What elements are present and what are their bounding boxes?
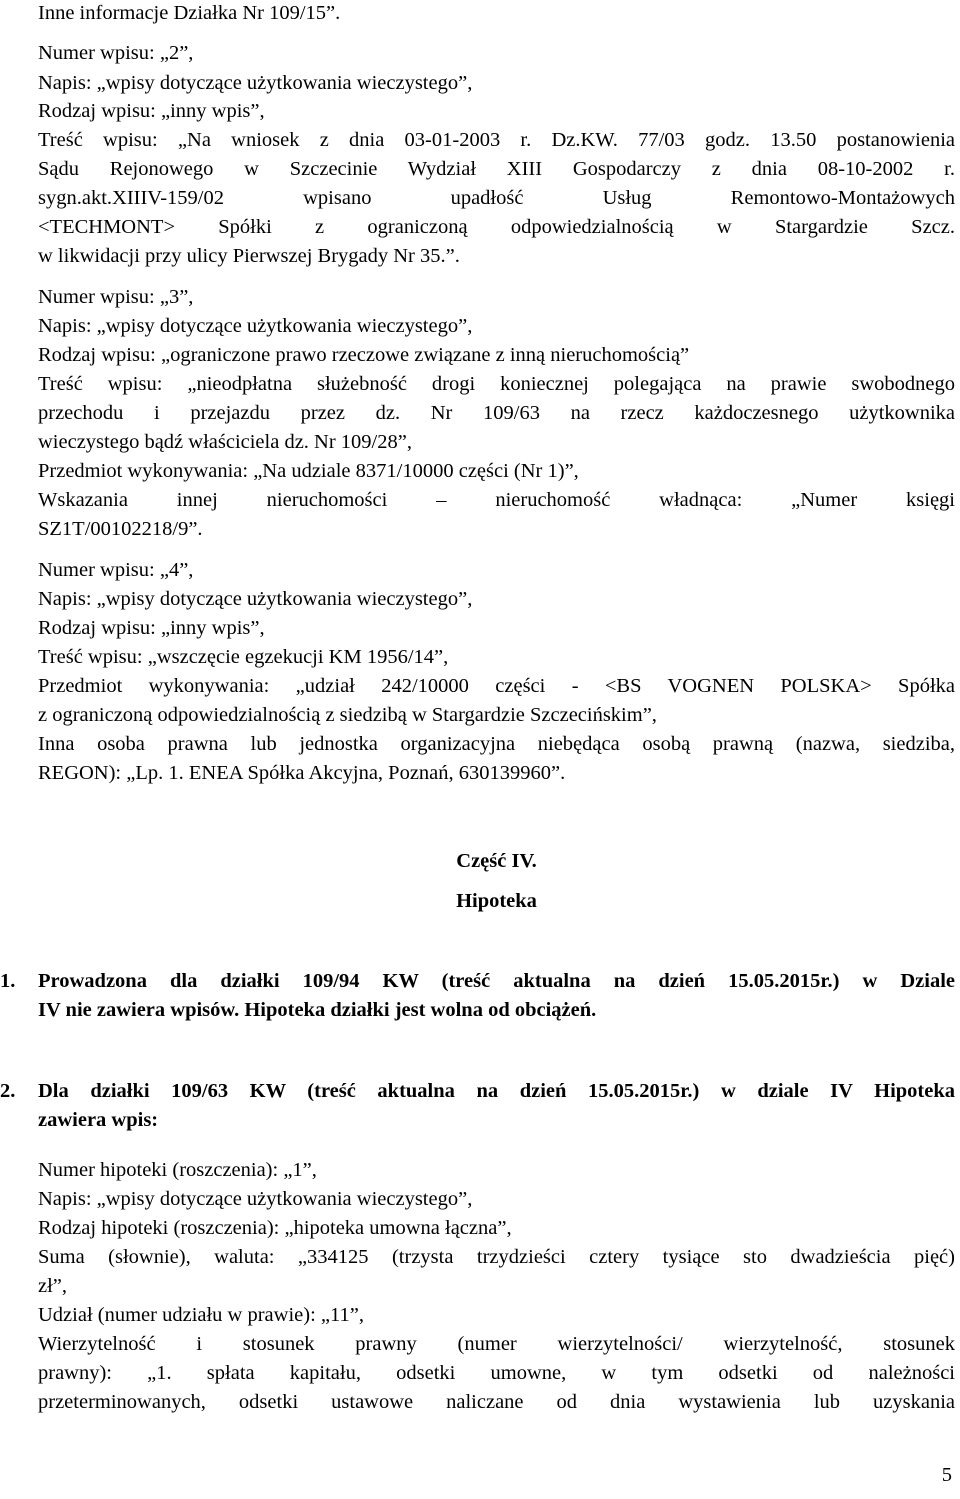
item-2-line-2: zawiera wpis: (38, 1109, 159, 1131)
entry-4-number: Numer wpisu: „4”, (38, 559, 194, 581)
mortgage-label: Napis: „wpisy dotyczące użytkowania wieczystego”, (38, 1188, 473, 1210)
entry-3-content-line-1: Treść wpisu: „nieodpłatna służebność drogi koniecznej polegająca na prawie swobodnego (38, 373, 955, 395)
mortgage-claim-line-3: przeterminowanych, odsetki ustawowe naliczane od dnia wystawienia lub uzyskania (38, 1391, 955, 1413)
entry-4-other-entity-line-2: REGON): „Lp. 1. ENEA Spółka Akcyjna, Poznań, 630139960”. (38, 762, 566, 784)
section-title: Hipoteka (456, 890, 537, 912)
entry-3-number: Numer wpisu: „3”, (38, 286, 194, 308)
entry-3-subject: Przedmiot wykonywania: „Na udziale 8371/10000 części (Nr 1)”, (38, 460, 579, 482)
mortgage-sum-line-1: Suma (słownie), waluta: „334125 (trzysta trzydzieści cztery tysiące sto dwadzieścia pięć) (38, 1246, 955, 1268)
entry-3-type: Rodzaj wpisu: „ograniczone prawo rzeczowe związane z inną nieruchomością” (38, 344, 690, 366)
entry-4-other-entity-line-1: Inna osoba prawna lub jednostka organizacyjna niebędąca osobą prawną (nazwa, siedziba, (38, 733, 955, 755)
entry-4-content: Treść wpisu: „wszczęcie egzekucji KM 1956/14”, (38, 646, 449, 668)
item-1-line-1: Prowadzona dla działki 109/94 KW (treść aktualna na dzień 15.05.2015r.) w Dziale (38, 970, 955, 992)
entry-4-subject-line-1: Przedmiot wykonywania: „udział 242/10000 części - <BS VOGNEN POLSKA> Spółka (38, 675, 955, 697)
intro-line: Inne informacje Działka Nr 109/15”. (38, 2, 341, 24)
entry-3-content-line-3: wieczystego bądź właściciela dz. Nr 109/28”, (38, 431, 412, 453)
mortgage-type: Rodzaj hipoteki (roszczenia): „hipoteka umowna łączna”, (38, 1217, 512, 1239)
entry-4-type: Rodzaj wpisu: „inny wpis”, (38, 617, 265, 639)
entry-3-content-line-2: przechodu i przejazdu przez dz. Nr 109/63 na rzecz każdoczesnego użytkownika (38, 402, 955, 424)
entry-2-label: Napis: „wpisy dotyczące użytkowania wieczystego”, (38, 72, 473, 94)
list-number-1: 1. (0, 970, 16, 992)
item-2-line-1: Dla działki 109/63 KW (treść aktualna na dzień 15.05.2015r.) w dziale IV Hipoteka (38, 1080, 955, 1102)
list-number-2: 2. (0, 1080, 16, 1102)
entry-2-number: Numer wpisu: „2”, (38, 42, 194, 64)
mortgage-share: Udział (numer udziału w prawie): „11”, (38, 1304, 364, 1326)
entry-2-type: Rodzaj wpisu: „inny wpis”, (38, 100, 265, 122)
entry-4-label: Napis: „wpisy dotyczące użytkowania wieczystego”, (38, 588, 473, 610)
entry-4-subject-line-2: z ograniczoną odpowiedzialnością z siedzibą w Stargardzie Szczecińskim”, (38, 704, 657, 726)
entry-3-label: Napis: „wpisy dotyczące użytkowania wieczystego”, (38, 315, 473, 337)
mortgage-sum-line-2: zł”, (38, 1275, 68, 1297)
entry-2-content-line-5: w likwidacji przy ulicy Pierwszej Brygady Nr 35.”. (38, 245, 460, 267)
mortgage-claim-line-2: prawny): „1. spłata kapitału, odsetki umowne, w tym odsetki od należności (38, 1362, 955, 1384)
entry-2-content-line-3: sygn.akt.XIIIV-159/02 wpisano upadłość Usług Remontowo-Montażowych (38, 187, 955, 209)
entry-3-other-property-line-1: Wskazania innej nieruchomości – nieruchomość władnąca: „Numer księgi (38, 489, 955, 511)
page-number: 5 (941, 1464, 952, 1486)
mortgage-number: Numer hipoteki (roszczenia): „1”, (38, 1159, 317, 1181)
entry-2-content-line-1: Treść wpisu: „Na wniosek z dnia 03-01-2003 r. Dz.KW. 77/03 godz. 13.50 postanowienia (38, 129, 955, 151)
entry-2-content-line-2: Sądu Rejonowego w Szczecinie Wydział XIII Gospodarczy z dnia 08-10-2002 r. (38, 158, 955, 180)
entry-2-content-line-4: <TECHMONT> Spółki z ograniczoną odpowiedzialnością w Stargardzie Szcz. (38, 216, 955, 238)
entry-3-other-property-line-2: SZ1T/00102218/9”. (38, 518, 203, 540)
section-heading: Część IV. (456, 850, 537, 872)
item-1-line-2: IV nie zawiera wpisów. Hipoteka działki jest wolna od obciążeń. (38, 999, 597, 1021)
mortgage-claim-line-1: Wierzytelność i stosunek prawny (numer wierzytelności/ wierzytelność, stosunek (38, 1333, 955, 1355)
